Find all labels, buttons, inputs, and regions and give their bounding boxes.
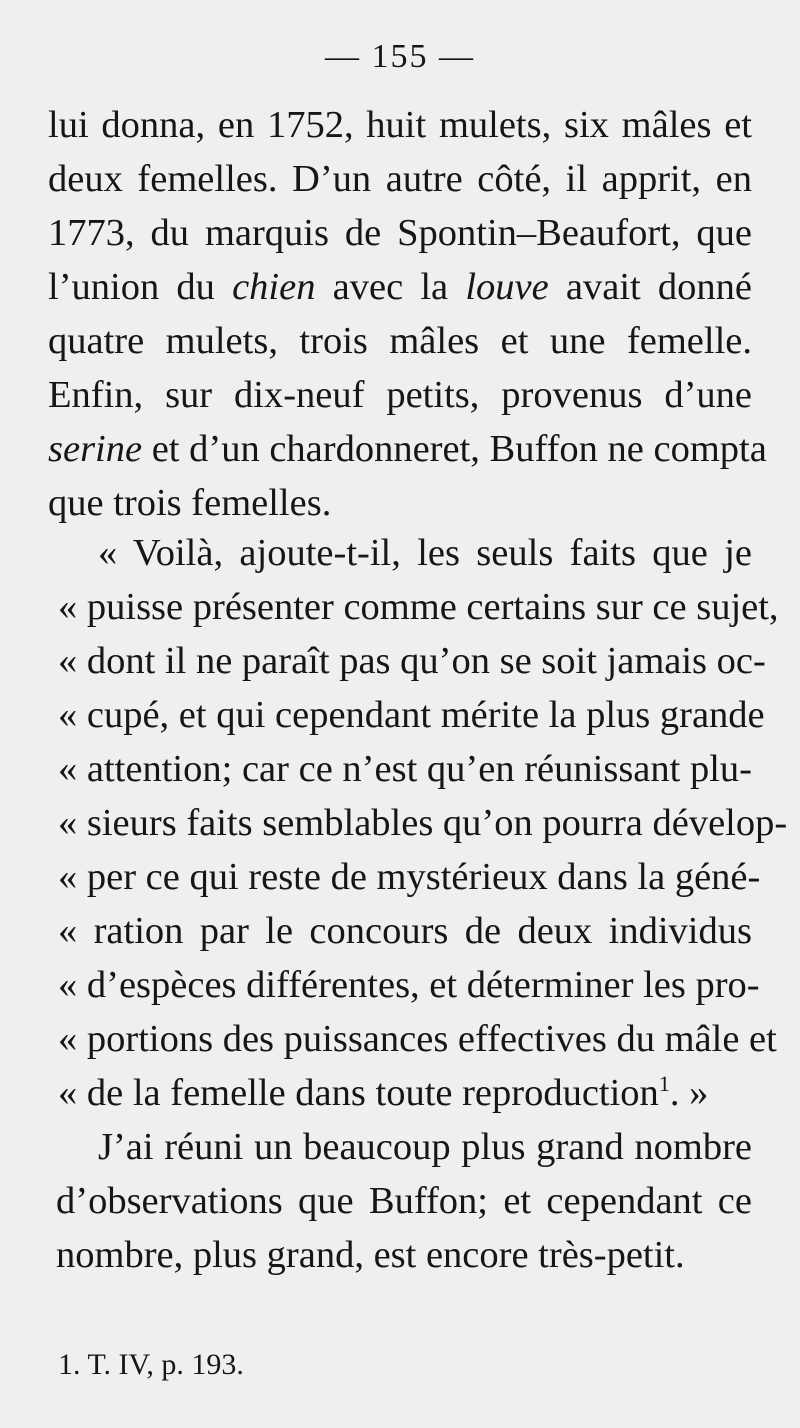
quote-line: « d’espèces différentes, et déterminer les pro- [58, 964, 760, 1006]
quote-line: « portions des puissances effectives du mâle et [58, 1018, 777, 1060]
quote-line: « cupé, et qui cependant mérite la plus grande [58, 694, 765, 736]
page-number: — 155 — [325, 38, 475, 75]
footnote-reference: 1 [658, 1071, 670, 1096]
footnote: 1. T. IV, p. 193. [58, 1348, 244, 1381]
italic-word-serine: serine [48, 428, 143, 470]
italic-word-chien: chien [232, 266, 316, 308]
quote-line: « dont il ne paraît pas qu’on se soit jamais oc- [58, 640, 766, 682]
text-line [48, 422, 767, 476]
text-fragment: avec la [315, 266, 466, 308]
quote-line: « Voilà, ajoute-t-il, les seuls faits que je [98, 532, 752, 574]
quote-line: « attention; car ce n’est qu’en réunissant plu- [58, 748, 752, 790]
text-line: lui donna, en 1752, huit mulets, six mâles et [48, 104, 752, 146]
quote-line: « sieurs faits semblables qu’on pourra dévelop- [58, 802, 788, 844]
text-fragment: l’union du [48, 266, 233, 308]
text-line: 1773, du marquis de Spontin–Beaufort, que [48, 212, 752, 254]
text-fragment: . » [669, 1072, 709, 1114]
text-line: quatre mulets, trois mâles et une femelle. [48, 320, 752, 362]
paragraph-buffon-quote [48, 526, 788, 1120]
quote-line: « ration par le concours de deux individus [58, 910, 752, 952]
quote-line [48, 1066, 752, 1120]
italic-word-louve: louve [465, 266, 549, 308]
paragraph-author-observations [48, 1120, 752, 1282]
text-line: J’ai réuni un beaucoup plus grand nombre [98, 1126, 752, 1168]
quote-line: « puisse présenter comme certains sur ce sujet, [58, 586, 779, 628]
text-line: que trois femelles. [48, 482, 332, 524]
text-line [48, 260, 752, 314]
text-line: d’observations que Buffon; et cependant ce [56, 1180, 752, 1222]
text-line: deux femelles. D’un autre côté, il apprit, en [48, 158, 752, 200]
quote-line: « per ce qui reste de mystérieux dans la géné- [58, 856, 761, 898]
text-fragment: avait donné [548, 266, 752, 308]
paragraph-buffon-observations [48, 98, 767, 530]
text-fragment: et d’un chardonneret, Buffon ne compta [142, 428, 767, 470]
text-line: Enfin, sur dix-neuf petits, provenus d’une [48, 374, 752, 416]
text-fragment: « de la femelle dans toute reproduction [58, 1072, 659, 1114]
text-line: nombre, plus grand, est encore très-petit. [56, 1234, 685, 1276]
